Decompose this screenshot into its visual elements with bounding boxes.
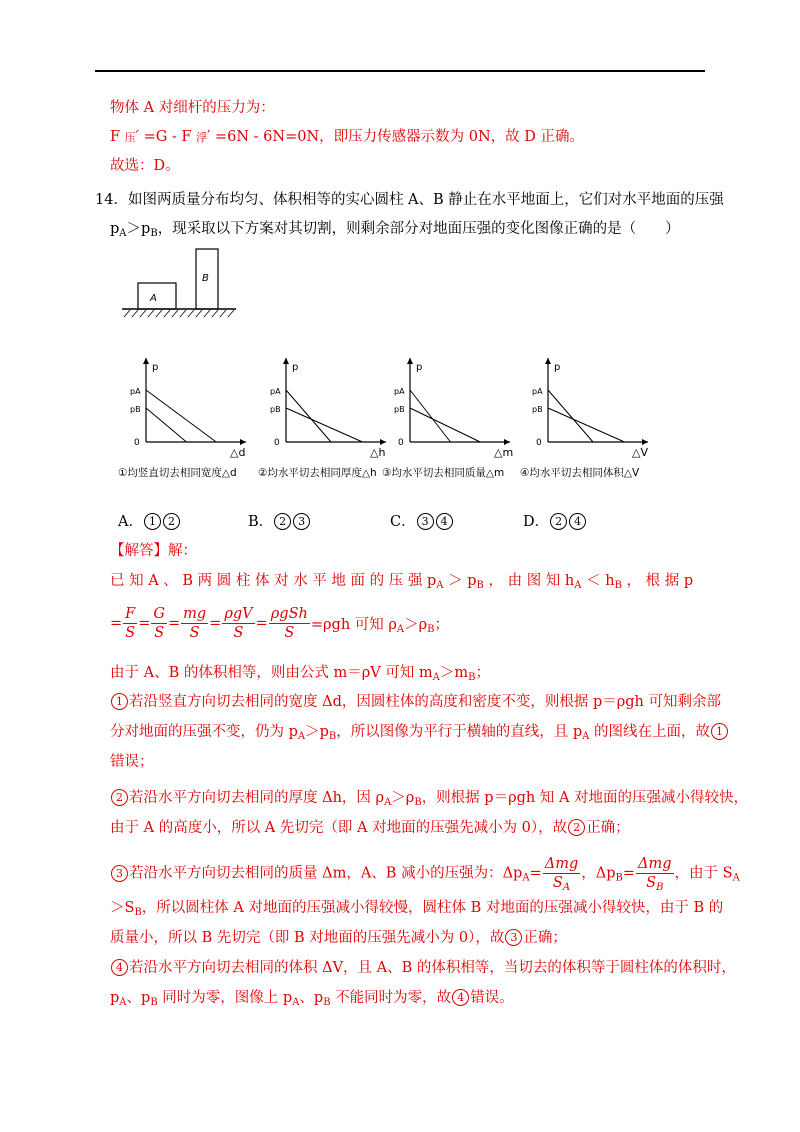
- y-axis-arrow: [545, 358, 551, 364]
- option-b[interactable]: B． 2 3: [248, 510, 311, 531]
- pb-label: pB: [532, 405, 543, 414]
- line-pa: [146, 390, 216, 442]
- pb-label: pB: [130, 405, 141, 414]
- header-rule: [95, 70, 705, 72]
- question-line-2: $p_A>p_B$，现采取以下方案对其切割，则剩余部分对地面压强的变化图像正确的是（ ）: [110, 221, 680, 239]
- y-label: p: [152, 362, 159, 373]
- x-axis-arrow: [642, 439, 648, 445]
- answer-line-6: 错误；: [110, 754, 154, 770]
- prev-line-1: 物体 A 对细杆的压力为：: [110, 100, 275, 116]
- ground-hatch: [124, 310, 234, 317]
- x-axis-arrow: [240, 439, 246, 445]
- line-pb: [548, 408, 625, 442]
- graph-caption: ①均竖直切去相同宽度△d: [118, 467, 237, 479]
- answer-line-1: 已 知 A 、 B 两 圆 柱 体 对 水 平 地 面 的 压 强 $p_A > p_B$ ， 由 图 知 $h_A < h_B$ ， 根 据 p: [110, 573, 694, 591]
- options: [118, 510, 718, 530]
- answer-line-8: 由于 A 的高度小，所以 A 先切完（即 A 对地面的压强先减小为 0），故 2 正确；: [110, 820, 630, 836]
- cylinder-a: [138, 283, 176, 309]
- answer-line-12: 4 若沿水平方向切去相同的体积 ΔV，且 A、B 的体积相等，当切去的体积等于圆柱体的体积时，: [110, 958, 736, 978]
- y-label: p: [416, 362, 423, 373]
- pressure-formula: = $\frac{F}{S}$ = $\frac{G}{S}$ = $\frac{mg}{S}$ = $\frac{\text{ρgV}}{S}$ = $\frac{\text{ρgSℎ}}{S}$ =ρgh 可知 $\rho_A>\rho_B$；: [110, 606, 450, 641]
- graph-caption: ③均水平切去相同质量△m: [382, 467, 505, 479]
- y-axis-arrow: [143, 358, 149, 364]
- pa-label: pA: [532, 387, 543, 396]
- graph-1: [118, 350, 268, 480]
- x-axis-arrow: [504, 439, 510, 445]
- pa-label: pA: [130, 387, 141, 396]
- y-axis-arrow: [283, 358, 289, 364]
- answer-line-7: 2 若沿水平方向切去相同的厚度 Δh，因 $\rho_A>\rho_B$，则根据 p＝ρgh 知 A 对地面的压强减小得较快，: [110, 788, 748, 808]
- x-label: △d: [230, 446, 246, 459]
- answer-line-10: $>S_B$，所以圆柱体 A 对地面的压强减小得较慢，圆柱体 B 对地面的压强减小得较快，由于 B 的: [110, 900, 724, 918]
- answer-line-11: 质量小，所以 B 先切完（即 B 对地面的压强先减小为 0），故 3 正确；: [110, 930, 567, 946]
- line-pa: [548, 390, 593, 442]
- cylinder-b-label: B: [202, 273, 209, 284]
- question-line-1: [95, 190, 724, 210]
- graph-caption: ②均水平切去相同厚度△h: [258, 467, 377, 479]
- y-axis-arrow: [407, 358, 413, 364]
- option-d[interactable]: D． 2 4: [523, 510, 587, 531]
- pb-label: pB: [394, 405, 405, 414]
- pa-label: pA: [270, 387, 281, 396]
- prev-line-3: 故选：D。: [110, 158, 180, 174]
- y-label: p: [292, 362, 299, 373]
- cylinder-a-label: A: [150, 293, 157, 304]
- cylinders-figure: [118, 243, 240, 323]
- line-pa: [410, 390, 451, 442]
- pb-label: pB: [270, 405, 281, 414]
- graph-4: [520, 350, 670, 480]
- x-label: △m: [494, 446, 514, 459]
- pa-label: pA: [394, 387, 405, 396]
- graph-3: [382, 350, 532, 480]
- question-number: 14．: [95, 192, 128, 208]
- answer-line-9: 3 若沿水平方向切去相同的质量 Δm，A、B 减小的压强为：$\Delta p_A=$ $\frac{\text{Δmg}}{S_A}$ ，$\Delta p_B=$ $\frac{\text{Δmg}}{S_B}$ ，由于 $S_A$: [110, 855, 740, 892]
- answer-title: 【解答】解：: [110, 543, 197, 559]
- prev-line-2: F 压′ =G - F 浮′ =6N - 6N=0N，即压力传感器示数为 0N，故 D 正确。: [110, 129, 585, 145]
- line-pb: [410, 408, 480, 442]
- answer-line-5: 分对地面的压强不变，仍为 $p_A>p_B$，所以图像为平行于横轴的直线，且 $p_A$ 的图线在上面，故 1: [110, 722, 729, 742]
- x-label: △h: [370, 446, 386, 459]
- zero-label: 0: [134, 438, 140, 448]
- line-pa: [286, 390, 331, 442]
- answer-line-3: 由于 A、B 的体积相等，则由公式 m＝ρV 可知 $m_A>m_B$；: [110, 665, 491, 683]
- question-text-1: 如图两质量分布均匀、体积相等的实心圆柱 A、B 静止在水平地面上，它们对水平地面的压强: [127, 192, 724, 208]
- option-c[interactable]: C． 3 4: [390, 510, 454, 531]
- zero-label: 0: [536, 438, 542, 448]
- y-label: p: [554, 362, 561, 373]
- answer-line-13: $p_A$、$p_B$ 同时为零，图像上 $p_A$、$p_B$ 不能同时为零，故 4 错误。: [110, 990, 514, 1008]
- graph-caption: ④均水平切去相同体积△V: [520, 467, 640, 479]
- answer-line-4: 1 若沿竖直方向切去相同的宽度 Δd，因圆柱体的高度和密度不变，则根据 p＝ρgh 可知剩余部: [110, 692, 721, 712]
- x-label: △V: [632, 446, 648, 459]
- zero-label: 0: [398, 438, 404, 448]
- option-a[interactable]: A． 1 2: [118, 510, 181, 531]
- zero-label: 0: [274, 438, 280, 448]
- line-pb: [146, 408, 187, 442]
- line-pb: [286, 408, 363, 442]
